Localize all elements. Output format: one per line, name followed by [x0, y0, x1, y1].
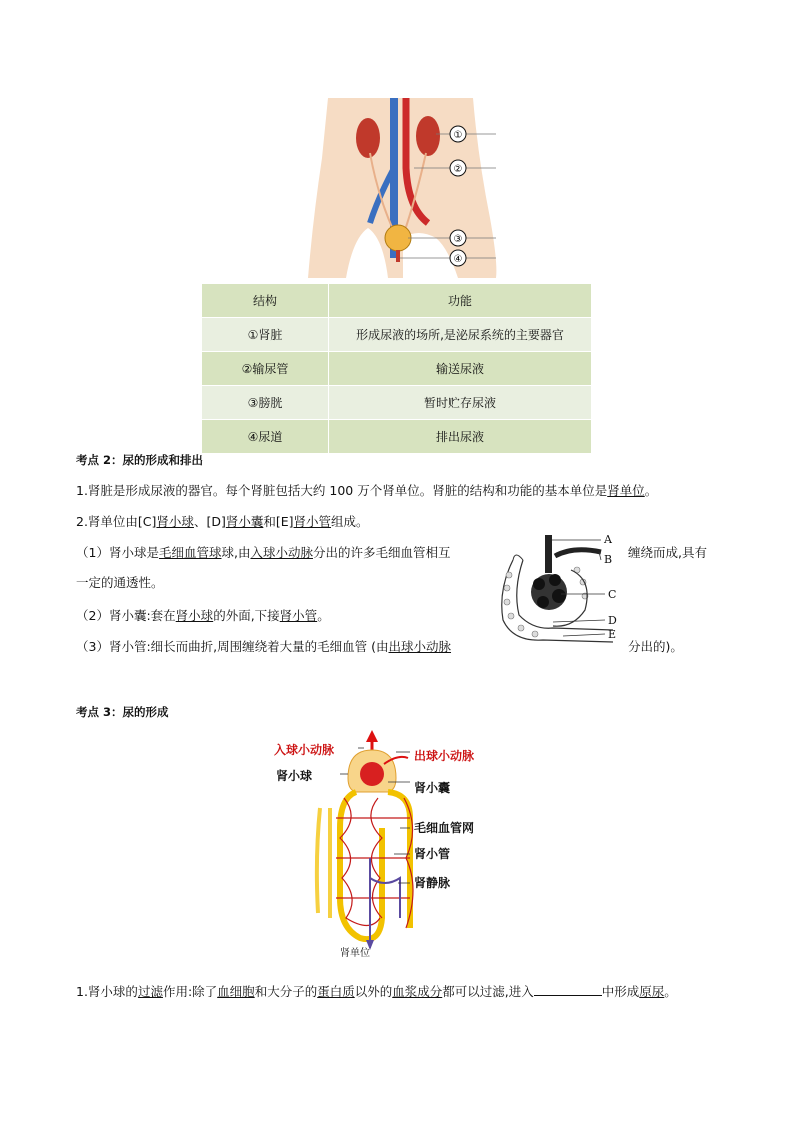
section2-paragraph-5: （3）肾小管:细长而曲折,周围缠绕着大量的毛细血管 (由出球小动脉 [76, 639, 452, 654]
label-capsule: 肾小囊 [414, 781, 451, 795]
header-structure: 结构 [202, 284, 329, 318]
label-renal-vein: 肾静脉 [414, 876, 451, 890]
label-A: A [604, 533, 612, 546]
header-function: 功能 [329, 284, 592, 318]
cell-function: 暂时贮存尿液 [329, 386, 592, 420]
nephron-figure [270, 728, 500, 960]
table-header-row [202, 284, 592, 318]
section2-paragraph-5-tail: 分出的)。 [628, 639, 683, 654]
label-capillary-network: 毛细血管网 [414, 821, 475, 835]
cell-structure: ④尿道 [202, 420, 329, 454]
label-C: C [608, 588, 617, 601]
label-B: B [604, 553, 613, 566]
section2-paragraph-4: （2）肾小囊:套在肾小球的外面,下接肾小管。 [76, 608, 330, 623]
section2-paragraph-2: 2.肾单位由[C]肾小球、[D]肾小囊和[E]肾小管组成。 [76, 514, 369, 529]
table-row [202, 386, 592, 420]
cell-structure: ③膀胱 [202, 386, 329, 420]
section2-paragraph-1: 1.肾脏是形成尿液的器官。每个肾脏包括大约 100 万个肾单位。肾脏的结构和功能的基本单位是肾单位。 [76, 483, 658, 498]
cell-structure: ②输尿管 [202, 352, 329, 386]
marker-2: ② [453, 164, 463, 175]
cell-function: 输送尿液 [329, 352, 592, 386]
section2-paragraph-3: （1）肾小球是毛细血管球球,由入球小动脉分出的许多毛细血管相互 [76, 545, 451, 560]
marker-4: ④ [453, 254, 463, 265]
table-row [202, 318, 592, 352]
label-D: D [608, 614, 617, 627]
renal-corpuscle-figure [493, 530, 623, 648]
marker-1: ① [453, 130, 463, 141]
label-glomerulus: 肾小球 [276, 769, 313, 783]
marker-3: ③ [453, 234, 463, 245]
section2-paragraph-3b: 一定的通透性。 [76, 575, 164, 590]
table-row [202, 420, 592, 454]
cell-function: 排出尿液 [329, 420, 592, 454]
section3-heading: 考点 3：尿的形成 [76, 705, 169, 719]
structure-function-table [201, 283, 592, 454]
section3-paragraph-1: 1.肾小球的过滤作用:除了血细胞和大分子的蛋白质以外的血浆成分都可以过滤,进入 中形成原尿。 [76, 984, 677, 999]
label-E: E [608, 628, 617, 641]
label-tubule: 肾小管 [414, 847, 451, 861]
cell-structure: ①肾脏 [202, 318, 329, 352]
cell-function: 形成尿液的场所,是泌尿系统的主要器官 [329, 318, 592, 352]
urinary-system-figure [308, 98, 498, 278]
table-row [202, 352, 592, 386]
label-nephron-caption: 肾单位 [340, 948, 370, 959]
label-afferent-arteriole: 入球小动脉 [274, 743, 335, 757]
section2-heading: 考点 2：尿的形成和排出 [76, 453, 204, 467]
section2-paragraph-3-tail: 缠绕而成,具有 [628, 545, 707, 560]
label-efferent-arteriole: 出球小动脉 [414, 749, 475, 763]
fill-in-blank[interactable] [534, 983, 602, 996]
